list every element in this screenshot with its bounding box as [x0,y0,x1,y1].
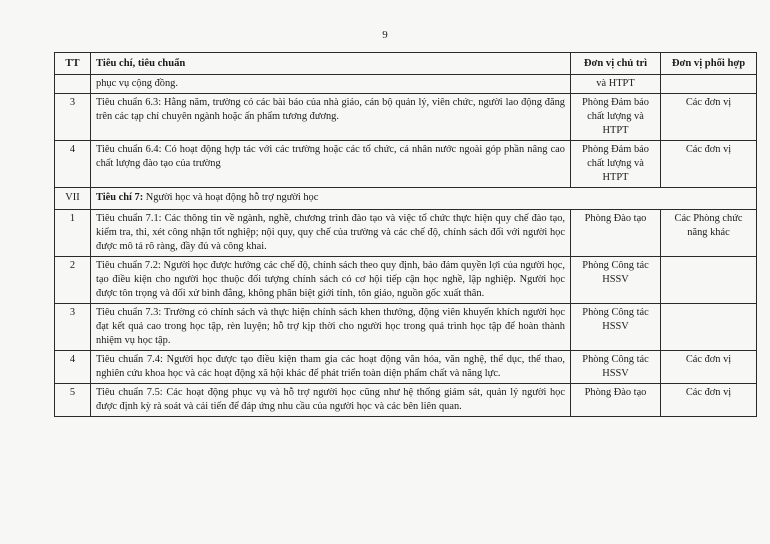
cell-criteria-text: Tiêu chuẩn 7.3: Trường có chính sách và thực hiện chính sách khen thưởng, động viên khuyến khích người học đạt kết quả cao trong học tập, rèn luyện; hỗ trợ kịp thời cho người học trong quá trình học tập để hoàn thành nhiệm vụ học tập. [91,304,571,351]
cell-lead-unit: Phòng Công tác HSSV [571,257,661,304]
cell-num: 4 [55,351,91,384]
cell-coop-unit [661,75,757,94]
section-number: VII [55,188,91,210]
cell-coop-unit: Các đơn vị [661,384,757,417]
cell-lead-unit: Phòng Công tác HSSV [571,304,661,351]
cell-num [55,75,91,94]
cell-coop-unit: Các Phòng chức năng khác [661,210,757,257]
cell-criteria-text: Tiêu chuẩn 7.5: Các hoạt động phục vụ và hỗ trợ người học cũng như hệ thống giám sát, quản lý người học được định kỳ rà soát và cải tiến để đáp ứng nhu cầu của người học và các bên liên quan. [91,384,571,417]
cell-criteria-text: Tiêu chuẩn 6.4: Có hoạt động hợp tác với các trường hoặc các tổ chức, cá nhân nước ngoài góp phần nâng cao chất lượng đào tạo của trường [91,141,571,188]
header-lead-unit: Đơn vị chủ trì [571,53,661,75]
cell-num: 4 [55,141,91,188]
table-row [55,351,757,384]
cell-num: 2 [55,257,91,304]
cell-lead-unit: và HTPT [571,75,661,94]
cell-lead-unit: Phòng Đào tạo [571,384,661,417]
cell-lead-unit: Phòng Công tác HSSV [571,351,661,384]
cell-lead-unit: Phòng Đảm bảo chất lượng và HTPT [571,94,661,141]
table-row [55,304,757,351]
cell-num: 3 [55,94,91,141]
cell-lead-unit: Phòng Đảm bảo chất lượng và HTPT [571,141,661,188]
table-row [55,257,757,304]
cell-num: 3 [55,304,91,351]
section-title-text: Người học và hoạt động hỗ trợ người học [143,192,319,203]
cell-criteria-text: Tiêu chuẩn 6.3: Hằng năm, trường có các bài báo của nhà giáo, cán bộ quản lý, viên chức, người lao động đăng trên các tạp chí chuyên ngành hoặc ấn phẩm tương đương. [91,94,571,141]
table-row [55,384,757,417]
table-header-row [55,53,757,75]
table-row [55,210,757,257]
section-title [91,188,757,210]
page-number: 9 [382,29,388,41]
table-row [55,141,757,188]
header-coop-unit: Đơn vị phối hợp [661,53,757,75]
cell-criteria-text: phục vụ cộng đồng. [91,75,571,94]
cell-coop-unit [661,304,757,351]
cell-coop-unit: Các đơn vị [661,94,757,141]
section-title-label: Tiêu chí 7: [96,192,144,203]
cell-coop-unit [661,257,757,304]
cell-coop-unit: Các đơn vị [661,351,757,384]
section-row-criterion-7 [55,188,757,210]
cell-coop-unit: Các đơn vị [661,141,757,188]
cell-criteria-text: Tiêu chuẩn 7.2: Người học được hưởng các chế độ, chính sách theo quy định, bảo đảm quyền lợi của người học, tạo điều kiện cho người học thuộc đối tượng chính sách có cơ hội tiếp cận học nghề, lập nghiệp. Người học được tôn trọng và đối xử bình đẳng, không phân biệt giới tính, tôn giáo, nguồn gốc xuất thân. [91,257,571,304]
cell-criteria-text: Tiêu chuẩn 7.1: Các thông tin về ngành, nghề, chương trình đào tạo và việc tổ chức thực hiện quy chế đào tạo, kiểm tra, thi, xét công nhận tốt nghiệp; nội quy, quy chế của trường và các chế độ, chính sách đối với người học được mô tả rõ ràng, đầy đủ và công khai. [91,210,571,257]
criteria-table [54,52,757,417]
table-row [55,94,757,141]
cell-lead-unit: Phòng Đào tạo [571,210,661,257]
cell-num: 5 [55,384,91,417]
header-criteria: Tiêu chí, tiêu chuẩn [91,53,571,75]
header-tt: TT [55,53,91,75]
cell-num: 1 [55,210,91,257]
table-row-continuation [55,75,757,94]
cell-criteria-text: Tiêu chuẩn 7.4: Người học được tạo điều kiện tham gia các hoạt động văn hóa, văn nghệ, thể dục, thể thao, nghiên cứu khoa học và các hoạt động xã hội khác để phát triển toàn diện phẩm chất và năng lực. [91,351,571,384]
